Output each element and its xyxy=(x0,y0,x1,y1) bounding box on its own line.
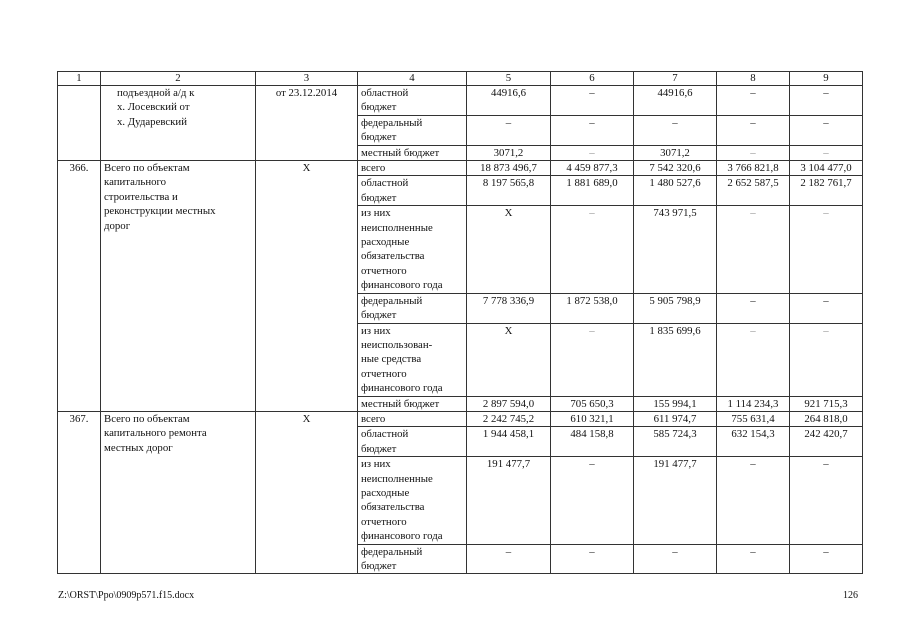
table-row xyxy=(58,161,863,176)
value-cell: 191 477,7 xyxy=(467,457,551,544)
value-cell: X xyxy=(467,206,551,293)
object-name-line: Всего по объектам xyxy=(104,162,190,175)
header-cell: 6 xyxy=(551,72,634,86)
value-cell: 3071,2 xyxy=(634,145,717,160)
header-cell: 9 xyxy=(790,72,863,86)
funding-source-line: обязательства xyxy=(361,501,425,514)
funding-source-line: отчетного xyxy=(361,367,407,380)
value-cell: 2 242 745,2 xyxy=(467,411,551,426)
value-cell: – xyxy=(634,544,717,574)
object-name-line: Всего по объектам xyxy=(104,412,190,425)
object-name-cell xyxy=(101,161,256,412)
funding-source-cell xyxy=(358,86,467,116)
header-cell: 5 xyxy=(467,72,551,86)
funding-source-line: бюджет xyxy=(361,560,397,572)
value-cell: – xyxy=(790,544,863,574)
funding-source-line: неисполненные xyxy=(361,472,433,485)
document-date-cell: от 23.12.2014 xyxy=(256,86,358,161)
value-cell: – xyxy=(551,457,634,544)
funding-source-line: неиспользован- xyxy=(361,338,433,351)
funding-source-line: бюджет xyxy=(361,309,397,322)
value-cell: 7 542 320,6 xyxy=(634,161,717,176)
value-cell: 921 715,3 xyxy=(790,396,863,411)
funding-source-line: отчетного xyxy=(361,264,407,277)
funding-source-line: из них xyxy=(361,324,391,337)
value-cell: 1 872 538,0 xyxy=(551,293,634,323)
funding-source-line: бюджет xyxy=(361,101,397,114)
value-cell: 3 104 477,0 xyxy=(790,161,863,176)
value-cell: 610 321,1 xyxy=(551,411,634,426)
value-cell: 3071,2 xyxy=(467,145,551,160)
page-number: 126 xyxy=(843,590,858,601)
header-cell: 4 xyxy=(358,72,467,86)
value-cell: 5 905 798,9 xyxy=(634,293,717,323)
object-name-line: строительства и xyxy=(104,190,178,203)
value-cell: 18 873 496,7 xyxy=(467,161,551,176)
funding-source-cell: местный бюджет xyxy=(358,396,467,411)
value-cell: – xyxy=(551,145,634,160)
value-cell: 7 778 336,9 xyxy=(467,293,551,323)
value-cell: – xyxy=(790,293,863,323)
funding-source-line: отчетного xyxy=(361,515,407,528)
object-name-line: дорог xyxy=(104,219,131,232)
value-cell: – xyxy=(717,293,790,323)
value-cell: 155 994,1 xyxy=(634,396,717,411)
header-cell: 7 xyxy=(634,72,717,86)
funding-source-line: финансового года xyxy=(361,530,443,543)
value-cell: 585 724,3 xyxy=(634,427,717,457)
value-cell: – xyxy=(551,86,634,116)
value-cell: 3 766 821,8 xyxy=(717,161,790,176)
funding-source-cell xyxy=(358,427,467,457)
funding-source-line: областной xyxy=(361,87,409,99)
funding-source-line: бюджет xyxy=(361,131,397,144)
object-name-line: реконструкции местных xyxy=(104,205,216,218)
value-cell: 705 650,3 xyxy=(551,396,634,411)
value-cell: – xyxy=(790,206,863,293)
header-cell: 8 xyxy=(717,72,790,86)
value-cell: – xyxy=(790,86,863,116)
value-cell: – xyxy=(551,544,634,574)
funding-source-line: обязательства xyxy=(361,250,425,263)
document-date-cell: X xyxy=(256,161,358,412)
value-cell: – xyxy=(790,145,863,160)
value-cell: 1 114 234,3 xyxy=(717,396,790,411)
funding-source-line: финансового года xyxy=(361,279,443,292)
footer-file-path: Z:\ORST\Ppo\0909p571.f15.docx xyxy=(58,590,195,601)
value-cell: – xyxy=(717,544,790,574)
header-cell: 2 xyxy=(101,72,256,86)
funding-source-line: федеральный xyxy=(361,294,423,307)
value-cell: – xyxy=(634,115,717,145)
funding-source-line: ные средства xyxy=(361,353,422,366)
object-name-line: подъездной а/д к xyxy=(117,87,195,99)
value-cell: 755 631,4 xyxy=(717,411,790,426)
value-cell: 1 835 699,6 xyxy=(634,323,717,396)
value-cell: 743 971,5 xyxy=(634,206,717,293)
value-cell: – xyxy=(717,115,790,145)
funding-source-line: федеральный xyxy=(361,116,423,129)
value-cell: 611 974,7 xyxy=(634,411,717,426)
header-cell: 1 xyxy=(58,72,101,86)
object-name-line: местных дорог xyxy=(104,441,173,454)
header-cell: 3 xyxy=(256,72,358,86)
value-cell: 191 477,7 xyxy=(634,457,717,544)
object-name-cell xyxy=(101,411,256,573)
value-cell: 632 154,3 xyxy=(717,427,790,457)
value-cell: – xyxy=(717,145,790,160)
value-cell: 1 881 689,0 xyxy=(551,176,634,206)
funding-source-line: расходные xyxy=(361,236,410,249)
funding-source-cell xyxy=(358,544,467,574)
value-cell: – xyxy=(790,457,863,544)
value-cell: 484 158,8 xyxy=(551,427,634,457)
row-number-cell: 367. xyxy=(58,411,101,573)
row-number-cell: 366. xyxy=(58,161,101,412)
funding-source-line: бюджет xyxy=(361,442,397,455)
object-name-line: капитального ремонта xyxy=(104,427,207,440)
funding-source-cell xyxy=(358,293,467,323)
value-cell: – xyxy=(717,323,790,396)
value-cell: 4 459 877,3 xyxy=(551,161,634,176)
funding-source-cell: местный бюджет xyxy=(358,145,467,160)
object-name-line: х. Дударевский xyxy=(117,115,187,128)
value-cell: 44916,6 xyxy=(467,86,551,116)
budget-table xyxy=(57,71,863,574)
funding-source-line: областной xyxy=(361,177,409,190)
value-cell: – xyxy=(790,323,863,396)
value-cell: X xyxy=(467,323,551,396)
value-cell: 242 420,7 xyxy=(790,427,863,457)
value-cell: – xyxy=(467,544,551,574)
document-date-cell: X xyxy=(256,411,358,573)
value-cell: 8 197 565,8 xyxy=(467,176,551,206)
funding-source-line: федеральный xyxy=(361,545,423,558)
funding-source-cell xyxy=(358,176,467,206)
value-cell: 2 897 594,0 xyxy=(467,396,551,411)
value-cell: – xyxy=(551,323,634,396)
funding-source-line: неисполненные xyxy=(361,221,433,234)
funding-source-line: расходные xyxy=(361,486,410,499)
table-row xyxy=(58,411,863,426)
funding-source-line: финансового года xyxy=(361,382,443,395)
value-cell: – xyxy=(551,115,634,145)
value-cell: 1 480 527,6 xyxy=(634,176,717,206)
funding-source-cell: всего xyxy=(358,411,467,426)
funding-source-line: бюджет xyxy=(361,191,397,204)
funding-source-cell xyxy=(358,115,467,145)
row-number-cell xyxy=(58,86,101,161)
object-name-line: х. Лосевский от xyxy=(117,101,190,114)
value-cell: – xyxy=(790,115,863,145)
funding-source-line: из них xyxy=(361,458,391,471)
funding-source-cell xyxy=(358,206,467,293)
funding-source-cell: всего xyxy=(358,161,467,176)
value-cell: 2 652 587,5 xyxy=(717,176,790,206)
object-name-line: капитального xyxy=(104,176,167,189)
header-row xyxy=(58,72,863,86)
value-cell: – xyxy=(717,457,790,544)
value-cell: 44916,6 xyxy=(634,86,717,116)
object-name-cell xyxy=(101,86,256,161)
value-cell: 2 182 761,7 xyxy=(790,176,863,206)
funding-source-line: из них xyxy=(361,207,391,220)
funding-source-cell xyxy=(358,323,467,396)
value-cell: 1 944 458,1 xyxy=(467,427,551,457)
value-cell: – xyxy=(717,206,790,293)
value-cell: – xyxy=(551,206,634,293)
funding-source-line: областной xyxy=(361,428,409,441)
funding-source-cell xyxy=(358,457,467,544)
value-cell: – xyxy=(467,115,551,145)
table-row xyxy=(58,86,863,116)
value-cell: 264 818,0 xyxy=(790,411,863,426)
value-cell: – xyxy=(717,86,790,116)
